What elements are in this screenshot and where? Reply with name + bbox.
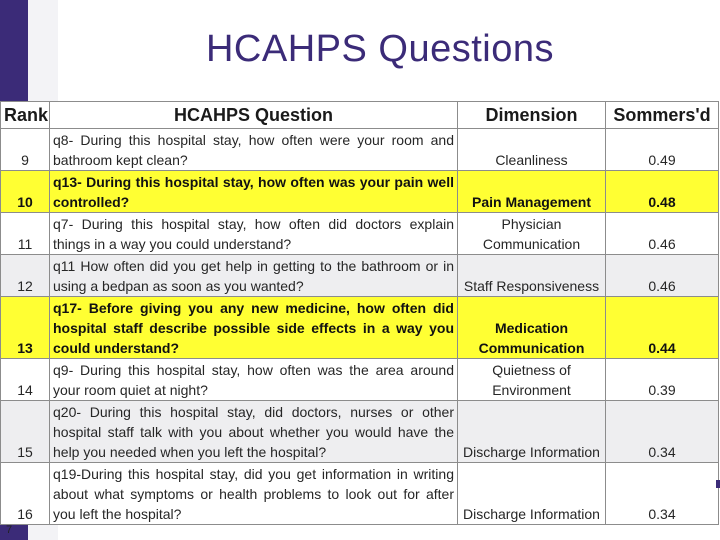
header-sommers-d: Sommers'd	[606, 102, 719, 129]
table-row	[1, 401, 719, 463]
page-number: 7	[6, 524, 13, 536]
table-header-row	[1, 102, 719, 129]
hcahps-table	[0, 101, 719, 525]
question-cell: q9- During this hospital stay, how often was the area around your room quiet at night?	[50, 359, 458, 401]
question-cell: q13- During this hospital stay, how often was your pain well controlled?	[50, 171, 458, 213]
rank-cell: 11	[1, 213, 50, 255]
table-row	[1, 213, 719, 255]
value-cell: 0.46	[606, 255, 719, 297]
rank-cell: 10	[1, 171, 50, 213]
table-row	[1, 297, 719, 359]
table-row	[1, 255, 719, 297]
header-rank: Rank	[1, 102, 50, 129]
value-cell: 0.46	[606, 213, 719, 255]
value-cell: 0.48	[606, 171, 719, 213]
value-cell: 0.39	[606, 359, 719, 401]
rank-cell: 12	[1, 255, 50, 297]
dimension-cell: Staff Responsiveness	[458, 255, 606, 297]
header-question: HCAHPS Question	[50, 102, 458, 129]
question-cell: q7- During this hospital stay, how often did doctors explain things in a way you could understand?	[50, 213, 458, 255]
rank-cell: 15	[1, 401, 50, 463]
question-cell: q17- Before giving you any new medicine, how often did hospital staff describe possible side effects in a way you could understand?	[50, 297, 458, 359]
slide-title: HCAHPS Questions	[205, 28, 554, 70]
rank-cell: 13	[1, 297, 50, 359]
rank-cell: 9	[1, 129, 50, 171]
table-row	[1, 463, 719, 525]
dimension-cell: Quietness of Environment	[458, 359, 606, 401]
dimension-cell: Physician Communication	[458, 213, 606, 255]
question-cell: q20- During this hospital stay, did doctors, nurses or other hospital staff talk with you about whether you would have the help you needed when you left the hospital?	[50, 401, 458, 463]
question-cell: q19-During this hospital stay, did you get information in writing about what symptoms or health problems to look out for after you left the hospital?	[50, 463, 458, 525]
dimension-cell: Discharge Information	[458, 401, 606, 463]
dimension-cell: Discharge Information	[458, 463, 606, 525]
value-cell: 0.34	[606, 401, 719, 463]
dimension-cell: Pain Management	[458, 171, 606, 213]
table-row	[1, 171, 719, 213]
value-cell: 0.44	[606, 297, 719, 359]
table-row	[1, 129, 719, 171]
value-cell: 0.34	[606, 463, 719, 525]
table-row	[1, 359, 719, 401]
rank-cell: 14	[1, 359, 50, 401]
dimension-cell: Medication Communication	[458, 297, 606, 359]
right-accent-mark	[716, 480, 720, 488]
header-dimension: Dimension	[458, 102, 606, 129]
rank-cell: 16	[1, 463, 50, 525]
question-cell: q8- During this hospital stay, how often were your room and bathroom kept clean?	[50, 129, 458, 171]
question-cell: q11 How often did you get help in getting to the bathroom or in using a bedpan as soon as you wanted?	[50, 255, 458, 297]
value-cell: 0.49	[606, 129, 719, 171]
dimension-cell: Cleanliness	[458, 129, 606, 171]
table-container	[0, 101, 720, 524]
